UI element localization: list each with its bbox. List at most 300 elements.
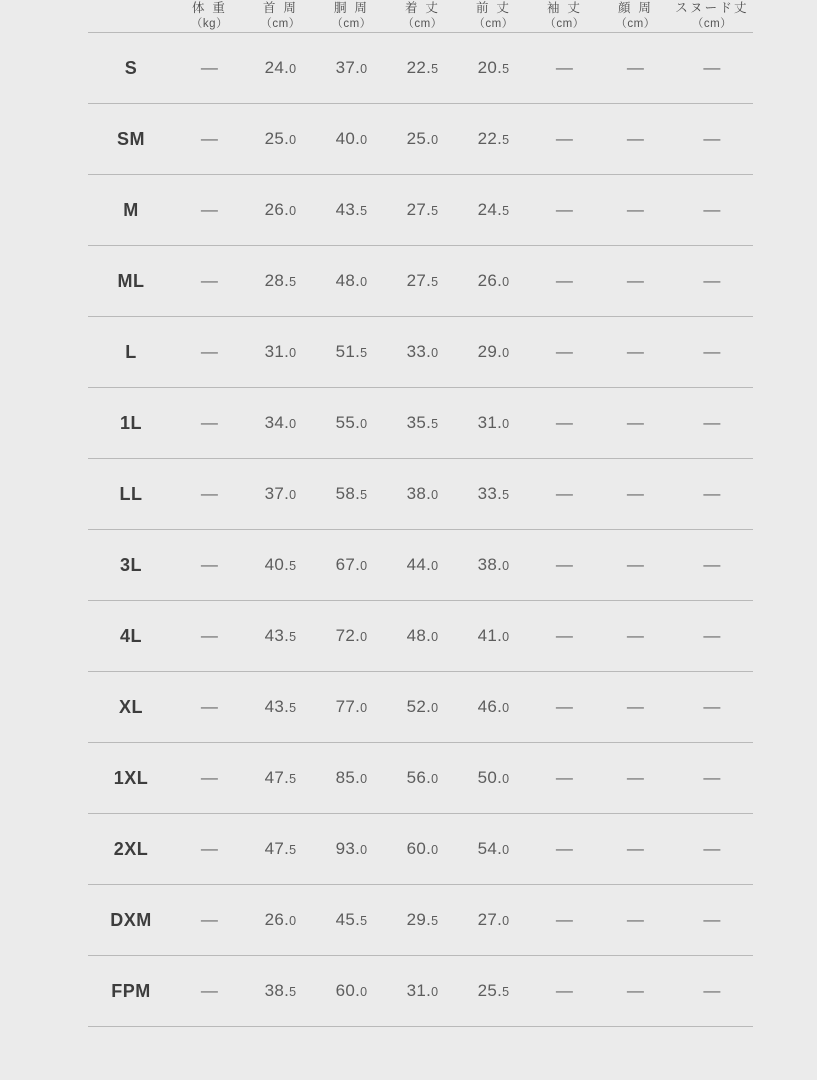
measure-cell-sleeve: [529, 885, 600, 956]
measure-cell-front: [458, 814, 529, 885]
empty-value-dash: —: [703, 58, 721, 78]
measure-cell-length: [387, 175, 458, 246]
value-decimal: 0: [360, 62, 368, 77]
column-header-label: 袖 丈: [546, 1, 583, 15]
measure-cell-chest: [316, 956, 387, 1027]
measure-cell-sleeve: [529, 33, 600, 104]
measure-cell-snood: [671, 601, 753, 672]
size-table-container: [88, 0, 748, 1027]
empty-value-dash: —: [200, 484, 219, 504]
value-integer: 50.: [477, 768, 503, 788]
measure-cell-face: [600, 672, 671, 743]
size-label-cell: DXM: [88, 885, 174, 956]
value-integer: 58.: [335, 484, 361, 504]
measure-cell-front: [458, 601, 529, 672]
empty-value-dash: —: [555, 981, 574, 1001]
column-header-label: 着 丈: [404, 1, 441, 15]
value-decimal: 0: [289, 417, 297, 432]
measure-cell-neck: [245, 672, 316, 743]
measure-cell-sleeve: [529, 104, 600, 175]
column-header-label: 首 周: [262, 1, 299, 15]
value-integer: 27.: [406, 200, 432, 220]
value-decimal: 0: [360, 772, 368, 787]
value-integer: 31.: [264, 342, 290, 362]
value-integer: 33.: [406, 342, 432, 362]
value-integer: 27.: [477, 910, 503, 930]
value-decimal: 5: [502, 985, 510, 1000]
measure-cell-chest: [316, 33, 387, 104]
empty-value-dash: —: [703, 768, 721, 788]
measure-cell-length: [387, 743, 458, 814]
measure-cell-chest: [316, 459, 387, 530]
measure-cell-front: [458, 175, 529, 246]
column-header-front: [458, 0, 529, 33]
column-header-label: 胴 周: [333, 1, 370, 15]
size-label-cell: S: [88, 33, 174, 104]
size-table: [88, 0, 753, 1027]
measure-cell-sleeve: [529, 743, 600, 814]
empty-value-dash: —: [555, 342, 574, 362]
column-header-content: [174, 0, 245, 32]
value-decimal: 0: [431, 985, 439, 1000]
empty-value-dash: —: [626, 271, 645, 291]
measure-cell-weight: [174, 33, 245, 104]
table-row: [88, 672, 753, 743]
measure-cell-length: [387, 530, 458, 601]
empty-value-dash: —: [626, 129, 645, 149]
empty-value-dash: —: [626, 910, 645, 930]
value-integer: 43.: [335, 200, 361, 220]
value-integer: 38.: [264, 981, 290, 1001]
value-decimal: 0: [431, 701, 439, 716]
table-row: [88, 530, 753, 601]
value-decimal: 5: [360, 346, 368, 361]
column-header-length: [387, 0, 458, 33]
measure-cell-front: [458, 104, 529, 175]
measure-cell-snood: [671, 530, 753, 601]
value-decimal: 0: [502, 559, 510, 574]
table-row: [88, 246, 753, 317]
value-decimal: 0: [502, 843, 510, 858]
value-integer: 44.: [406, 555, 432, 575]
value-decimal: 0: [360, 985, 368, 1000]
empty-value-dash: —: [200, 697, 219, 717]
empty-value-dash: —: [626, 342, 645, 362]
measure-cell-neck: [245, 317, 316, 388]
value-decimal: 0: [431, 346, 439, 361]
measure-cell-sleeve: [529, 175, 600, 246]
column-header-unit: （cm）: [544, 17, 585, 30]
size-label-cell: XL: [88, 672, 174, 743]
empty-value-dash: —: [555, 555, 574, 575]
measure-cell-snood: [671, 317, 753, 388]
value-decimal: 5: [289, 275, 297, 290]
value-integer: 22.: [477, 129, 503, 149]
empty-value-dash: —: [626, 626, 645, 646]
empty-value-dash: —: [703, 413, 721, 433]
value-integer: 26.: [477, 271, 503, 291]
table-row: [88, 388, 753, 459]
value-decimal: 0: [289, 914, 297, 929]
value-integer: 40.: [335, 129, 361, 149]
empty-value-dash: —: [200, 910, 219, 930]
empty-value-dash: —: [200, 768, 219, 788]
value-integer: 37.: [335, 58, 361, 78]
value-integer: 48.: [406, 626, 432, 646]
measure-cell-sleeve: [529, 317, 600, 388]
value-decimal: 5: [431, 204, 439, 219]
value-integer: 25.: [477, 981, 503, 1001]
value-decimal: 5: [289, 843, 297, 858]
measure-cell-neck: [245, 885, 316, 956]
value-decimal: 0: [289, 62, 297, 77]
value-decimal: 0: [502, 772, 510, 787]
value-integer: 27.: [406, 271, 432, 291]
measure-cell-neck: [245, 175, 316, 246]
value-decimal: 0: [289, 133, 297, 148]
measure-cell-neck: [245, 104, 316, 175]
measure-cell-sleeve: [529, 601, 600, 672]
column-header-label: 顔 周: [617, 1, 654, 15]
column-header-unit: （cm）: [331, 17, 372, 30]
value-integer: 72.: [335, 626, 361, 646]
header-row: [88, 0, 753, 33]
table-row: [88, 33, 753, 104]
value-integer: 85.: [335, 768, 361, 788]
value-decimal: 0: [360, 630, 368, 645]
value-integer: 29.: [406, 910, 432, 930]
value-integer: 54.: [477, 839, 503, 859]
value-integer: 47.: [264, 839, 290, 859]
measure-cell-weight: [174, 104, 245, 175]
table-row: [88, 317, 753, 388]
value-decimal: 0: [431, 133, 439, 148]
table-row: [88, 601, 753, 672]
value-integer: 20.: [477, 58, 503, 78]
column-header-face: [600, 0, 671, 33]
empty-value-dash: —: [626, 768, 645, 788]
value-decimal: 0: [431, 772, 439, 787]
measure-cell-length: [387, 672, 458, 743]
column-header-label: 体 重: [191, 1, 228, 15]
measure-cell-sleeve: [529, 246, 600, 317]
measure-cell-weight: [174, 743, 245, 814]
value-integer: 55.: [335, 413, 361, 433]
measure-cell-sleeve: [529, 956, 600, 1027]
empty-value-dash: —: [703, 839, 721, 859]
empty-value-dash: —: [703, 200, 721, 220]
column-header-content: [458, 0, 529, 32]
empty-value-dash: —: [200, 555, 219, 575]
empty-value-dash: —: [703, 271, 721, 291]
value-integer: 33.: [477, 484, 503, 504]
column-header-label: スヌード丈: [675, 1, 749, 15]
value-integer: 25.: [264, 129, 290, 149]
value-decimal: 0: [431, 630, 439, 645]
measure-cell-face: [600, 33, 671, 104]
size-label-cell: 3L: [88, 530, 174, 601]
measure-cell-length: [387, 104, 458, 175]
measure-cell-chest: [316, 388, 387, 459]
empty-value-dash: —: [626, 981, 645, 1001]
value-integer: 51.: [335, 342, 361, 362]
value-decimal: 5: [289, 985, 297, 1000]
value-integer: 24.: [264, 58, 290, 78]
value-integer: 26.: [264, 200, 290, 220]
value-integer: 29.: [477, 342, 503, 362]
column-header-unit: （cm）: [260, 17, 301, 30]
value-integer: 26.: [264, 910, 290, 930]
measure-cell-face: [600, 459, 671, 530]
measure-cell-front: [458, 317, 529, 388]
value-integer: 31.: [406, 981, 432, 1001]
measure-cell-weight: [174, 672, 245, 743]
value-integer: 43.: [264, 626, 290, 646]
measure-cell-snood: [671, 814, 753, 885]
column-header-sleeve: [529, 0, 600, 33]
measure-cell-face: [600, 388, 671, 459]
size-label-cell: L: [88, 317, 174, 388]
value-integer: 52.: [406, 697, 432, 717]
value-decimal: 5: [502, 204, 510, 219]
value-decimal: 5: [431, 914, 439, 929]
value-integer: 77.: [335, 697, 361, 717]
column-header-content: [529, 0, 600, 32]
table-row: [88, 956, 753, 1027]
value-integer: 56.: [406, 768, 432, 788]
size-label-cell: 2XL: [88, 814, 174, 885]
measure-cell-length: [387, 956, 458, 1027]
empty-value-dash: —: [555, 626, 574, 646]
empty-value-dash: —: [626, 839, 645, 859]
value-integer: 67.: [335, 555, 361, 575]
empty-value-dash: —: [626, 413, 645, 433]
measure-cell-weight: [174, 601, 245, 672]
value-integer: 48.: [335, 271, 361, 291]
measure-cell-chest: [316, 601, 387, 672]
measure-cell-chest: [316, 814, 387, 885]
column-header-snood: [671, 0, 753, 33]
empty-value-dash: —: [555, 697, 574, 717]
measure-cell-length: [387, 814, 458, 885]
measure-cell-weight: [174, 814, 245, 885]
value-integer: 43.: [264, 697, 290, 717]
measure-cell-snood: [671, 246, 753, 317]
value-decimal: 5: [502, 488, 510, 503]
value-decimal: 5: [289, 559, 297, 574]
measure-cell-face: [600, 246, 671, 317]
measure-cell-sleeve: [529, 530, 600, 601]
value-integer: 93.: [335, 839, 361, 859]
value-decimal: 0: [431, 559, 439, 574]
empty-value-dash: —: [200, 200, 219, 220]
measure-cell-chest: [316, 175, 387, 246]
column-header-content: [245, 0, 316, 32]
table-header: [88, 0, 753, 33]
table-row: [88, 885, 753, 956]
empty-value-dash: —: [555, 271, 574, 291]
measure-cell-face: [600, 175, 671, 246]
value-integer: 22.: [406, 58, 432, 78]
empty-value-dash: —: [703, 484, 721, 504]
measure-cell-face: [600, 104, 671, 175]
measure-cell-sleeve: [529, 388, 600, 459]
value-decimal: 5: [289, 630, 297, 645]
measure-cell-front: [458, 246, 529, 317]
measure-cell-weight: [174, 388, 245, 459]
measure-cell-sleeve: [529, 459, 600, 530]
measure-cell-weight: [174, 246, 245, 317]
empty-value-dash: —: [200, 58, 219, 78]
size-label-cell: FPM: [88, 956, 174, 1027]
empty-value-dash: —: [555, 413, 574, 433]
value-decimal: 0: [502, 346, 510, 361]
column-header-content: [316, 0, 387, 32]
value-integer: 28.: [264, 271, 290, 291]
column-header-unit: （cm）: [691, 17, 733, 30]
empty-value-dash: —: [200, 271, 219, 291]
measure-cell-snood: [671, 885, 753, 956]
empty-value-dash: —: [200, 981, 219, 1001]
value-integer: 38.: [477, 555, 503, 575]
measure-cell-front: [458, 672, 529, 743]
column-header-label: 前 丈: [475, 1, 512, 15]
measure-cell-length: [387, 601, 458, 672]
empty-value-dash: —: [200, 413, 219, 433]
column-header-neck: [245, 0, 316, 33]
size-label-cell: ML: [88, 246, 174, 317]
value-decimal: 5: [431, 62, 439, 77]
measure-cell-snood: [671, 743, 753, 814]
measure-cell-chest: [316, 885, 387, 956]
empty-value-dash: —: [626, 697, 645, 717]
value-decimal: 5: [360, 914, 368, 929]
value-decimal: 5: [360, 204, 368, 219]
value-decimal: 0: [360, 275, 368, 290]
value-integer: 41.: [477, 626, 503, 646]
value-decimal: 0: [502, 630, 510, 645]
measure-cell-neck: [245, 956, 316, 1027]
column-header-content: [671, 0, 753, 32]
measure-cell-front: [458, 388, 529, 459]
value-integer: 37.: [264, 484, 290, 504]
value-decimal: 5: [502, 62, 510, 77]
measure-cell-front: [458, 885, 529, 956]
value-decimal: 0: [502, 275, 510, 290]
value-decimal: 0: [289, 346, 297, 361]
empty-value-dash: —: [555, 484, 574, 504]
table-row: [88, 459, 753, 530]
empty-value-dash: —: [200, 342, 219, 362]
size-label-cell: SM: [88, 104, 174, 175]
value-decimal: 0: [502, 914, 510, 929]
empty-value-dash: —: [703, 555, 721, 575]
value-decimal: 0: [360, 843, 368, 858]
measure-cell-chest: [316, 317, 387, 388]
empty-value-dash: —: [626, 200, 645, 220]
measure-cell-length: [387, 459, 458, 530]
size-label-cell: 1XL: [88, 743, 174, 814]
value-decimal: 0: [502, 701, 510, 716]
measure-cell-weight: [174, 530, 245, 601]
empty-value-dash: —: [626, 555, 645, 575]
empty-value-dash: —: [703, 626, 721, 646]
measure-cell-sleeve: [529, 814, 600, 885]
value-decimal: 0: [289, 204, 297, 219]
value-decimal: 0: [360, 559, 368, 574]
column-header-content: [387, 0, 458, 32]
value-integer: 35.: [406, 413, 432, 433]
measure-cell-length: [387, 388, 458, 459]
column-header-content: [600, 0, 671, 32]
table-row: [88, 104, 753, 175]
column-header-unit: （cm）: [473, 17, 514, 30]
column-header-unit: （cm）: [615, 17, 656, 30]
value-integer: 24.: [477, 200, 503, 220]
empty-value-dash: —: [555, 768, 574, 788]
empty-value-dash: —: [626, 58, 645, 78]
value-decimal: 0: [289, 488, 297, 503]
size-label-cell: 4L: [88, 601, 174, 672]
footer-spacer: [0, 1040, 817, 1080]
measure-cell-front: [458, 33, 529, 104]
table-row: [88, 743, 753, 814]
empty-value-dash: —: [555, 58, 574, 78]
column-header-unit: （cm）: [402, 17, 443, 30]
value-decimal: 5: [502, 133, 510, 148]
value-decimal: 5: [289, 701, 297, 716]
measure-cell-neck: [245, 459, 316, 530]
value-integer: 34.: [264, 413, 290, 433]
empty-value-dash: —: [200, 626, 219, 646]
measure-cell-length: [387, 246, 458, 317]
value-decimal: 0: [360, 701, 368, 716]
measure-cell-chest: [316, 530, 387, 601]
empty-value-dash: —: [555, 910, 574, 930]
value-decimal: 5: [431, 275, 439, 290]
empty-value-dash: —: [703, 342, 721, 362]
empty-value-dash: —: [703, 910, 721, 930]
empty-value-dash: —: [555, 129, 574, 149]
measure-cell-neck: [245, 388, 316, 459]
measure-cell-weight: [174, 885, 245, 956]
value-integer: 31.: [477, 413, 503, 433]
table-row: [88, 175, 753, 246]
empty-value-dash: —: [200, 129, 219, 149]
value-decimal: 0: [431, 843, 439, 858]
size-label-cell: M: [88, 175, 174, 246]
value-decimal: 5: [360, 488, 368, 503]
measure-cell-sleeve: [529, 672, 600, 743]
empty-value-dash: —: [703, 981, 721, 1001]
measure-cell-snood: [671, 175, 753, 246]
measure-cell-neck: [245, 814, 316, 885]
measure-cell-chest: [316, 672, 387, 743]
size-label-cell: 1L: [88, 388, 174, 459]
measure-cell-neck: [245, 246, 316, 317]
measure-cell-front: [458, 956, 529, 1027]
value-decimal: 5: [289, 772, 297, 787]
measure-cell-snood: [671, 104, 753, 175]
measure-cell-front: [458, 459, 529, 530]
empty-value-dash: —: [555, 200, 574, 220]
measure-cell-weight: [174, 459, 245, 530]
measure-cell-front: [458, 743, 529, 814]
measure-cell-snood: [671, 459, 753, 530]
value-integer: 25.: [406, 129, 432, 149]
measure-cell-weight: [174, 317, 245, 388]
measure-cell-face: [600, 743, 671, 814]
